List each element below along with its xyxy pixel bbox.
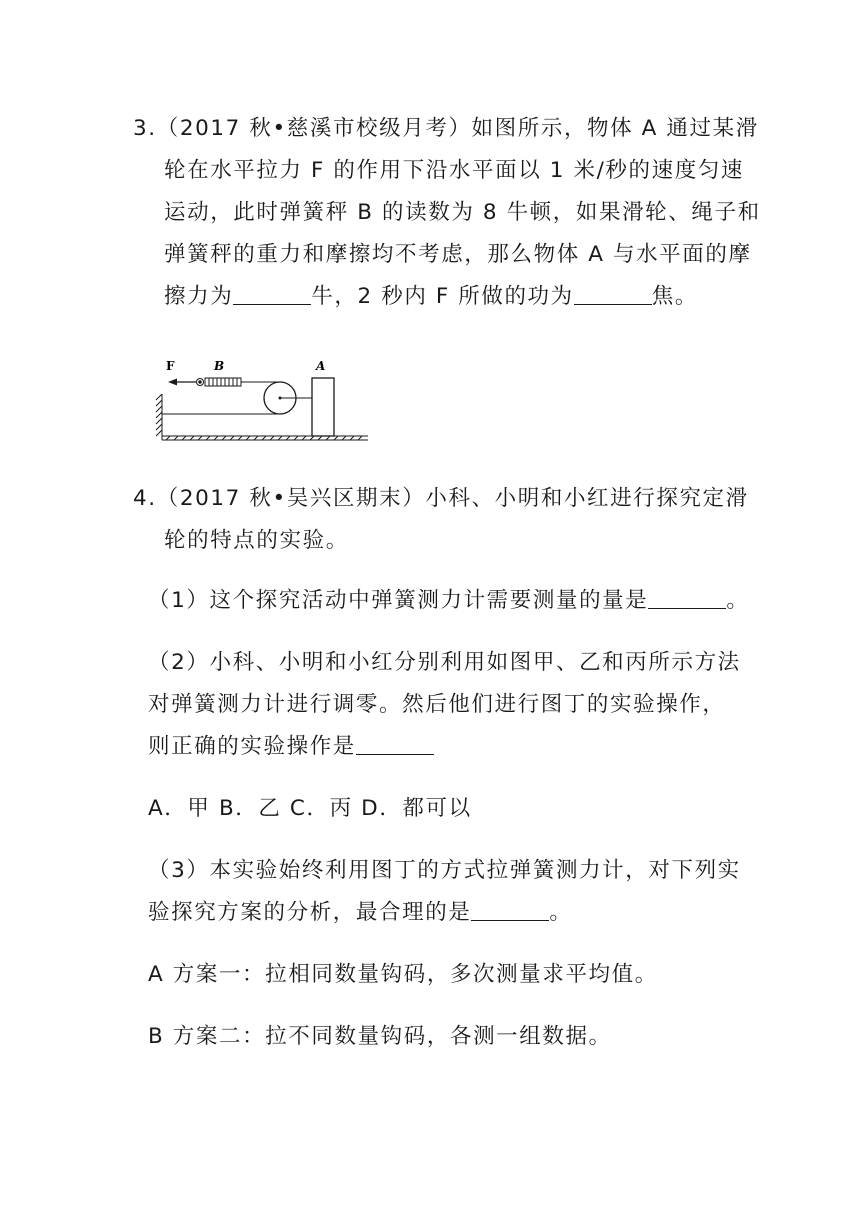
label-f: F <box>166 359 175 373</box>
pulley-diagram <box>152 356 372 448</box>
q4-choices: A．甲 B．乙 C．丙 D．都可以 <box>148 796 472 821</box>
q4-part-2-line-2: 对弹簧测力计进行调零。然后他们进行图丁的实验操作， <box>148 692 726 717</box>
q4-p1-end: 。 <box>726 588 750 613</box>
q4-line-2: 轮的特点的实验。 <box>164 528 349 553</box>
q4-p1-text: （1）这个探究活动中弹簧测力计需要测量的量是 <box>148 588 649 613</box>
q3-line-2: 轮在水平拉力 F 的作用下沿水平面以 1 米/秒的速度匀速 <box>164 158 745 183</box>
q4-p3-text: 验探究方案的分析，最合理的是 <box>148 900 472 925</box>
q4-p2-text: 则正确的实验操作是 <box>148 734 356 759</box>
answer-blank-work <box>574 282 652 305</box>
answer-blank-p2 <box>356 732 434 755</box>
q4-option-b: B 方案二：拉不同数量钩码，各测一组数据。 <box>148 1024 612 1049</box>
q4-part-1 <box>148 586 750 616</box>
q3-text-b: 牛，2 秒内 F 所做的功为 <box>311 284 574 309</box>
spring-balance <box>197 378 245 386</box>
floor <box>162 436 368 440</box>
answer-blank-p1 <box>648 586 726 609</box>
q4-part-3-line-1: （3）本实验始终利用图丁的方式拉弹簧测力计，对下列实 <box>148 858 741 883</box>
answer-blank-p3 <box>471 898 549 921</box>
q3-text-c: 焦。 <box>651 284 698 309</box>
q3-text-a: 擦力为 <box>164 284 234 309</box>
q4-part-2-line-1: （2）小科、小明和小红分别利用如图甲、乙和丙所示方法 <box>148 650 741 675</box>
wall <box>156 394 162 440</box>
label-b: B <box>214 359 225 373</box>
q4-part-3-line-2 <box>148 898 573 928</box>
q3-line-4: 弹簧秤的重力和摩擦均不考虑，那么物体 A 与水平面的摩 <box>164 242 752 267</box>
q4-part-2-line-3 <box>148 732 434 762</box>
q3-line-1: 3.（2017 秋•慈溪市校级月考）如图所示，物体 A 通过某滑 <box>133 116 759 141</box>
answer-blank-friction <box>233 282 311 305</box>
force-arrow-head <box>168 379 177 386</box>
q4-option-a: A 方案一：拉相同数量钩码，多次测量求平均值。 <box>148 962 658 987</box>
q4-p3-end: 。 <box>549 900 573 925</box>
label-a: A <box>316 359 326 373</box>
block-a <box>312 378 334 436</box>
q4-line-1: 4.（2017 秋•吴兴区期末）小科、小明和小红进行探究定滑 <box>133 486 749 511</box>
q3-line-5 <box>164 282 698 312</box>
q3-line-3: 运动，此时弹簧秤 B 的读数为 8 牛顿，如果滑轮、绳子和 <box>164 200 761 225</box>
